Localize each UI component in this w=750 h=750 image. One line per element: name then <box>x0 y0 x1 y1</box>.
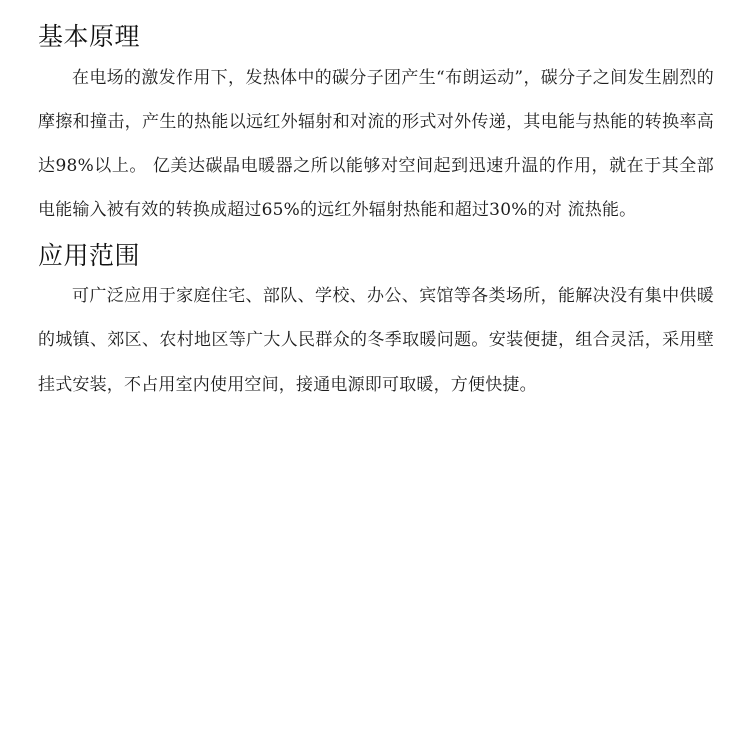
section-body-application-scope: 可广泛应用于家庭住宅、部队、学校、办公、宾馆等各类场所，能解决没有集中供暖的城镇、郊区、农村地区等广大人民群众的冬季取暖问题。安装便捷，组合灵活，采用壁挂式安装，不占用室内使用空间，接通电源即可取暖，方便快捷。 <box>38 286 714 395</box>
section-application-scope <box>38 239 714 407</box>
section-body-basic-principle: 在电场的激发作用下，发热体中的碳分子团产生“布朗运动”，碳分子之间发生剧烈的摩擦和撞击，产生的热能以远红外辐射和对流的形式对外传递，其电能与热能的转换率高达98%以上。 亿美达碳晶电暖器之所以能够对空间起到迅速升温的作用，就在于其全部电能输入被有效的转换成超过65%的远红外辐射热能和超过30%的对 流热能。 <box>38 67 714 221</box>
section-heading-application-scope: 应用范围 <box>38 240 141 270</box>
section-basic-principle <box>38 20 714 233</box>
section-heading-basic-principle: 基本原理 <box>38 22 141 51</box>
